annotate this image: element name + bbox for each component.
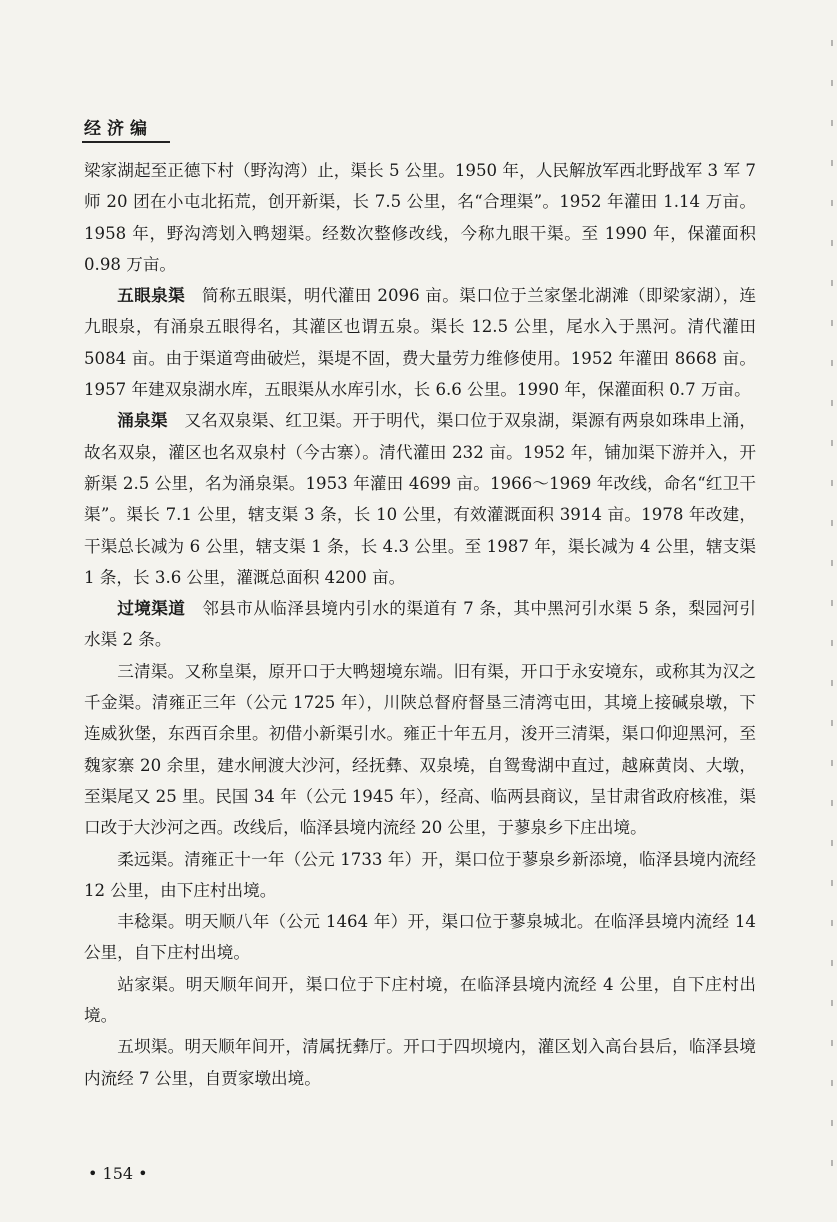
paragraph-text: 三清渠。又称皇渠，原开口于大鸭翅境东端。旧有渠，开口于永安境东，或称其为汉之千金渠。清雍正三年（公元 1725 年），川陕总督府督垦三清湾屯田，其境上接碱泉墩，下连威狄堡，东西百余里。初借小新渠引水。雍正十年五月，浚开三清渠，渠口仰迎黑河，至魏家寨 20 余里，建水闸渡大沙河，经抚彝、双泉墝，自鸳鸯湖中直过，越麻黄岗、大墩，至渠尾又 25 里。民国 34 年（公元 1945 年），经高、临两县商议，呈甘肃省政府核准，渠口改于大沙河之西。改线后，临泽县境内流经 20 公里，于蓼泉乡下庄出境。 — [84, 661, 756, 838]
paragraph-9 — [84, 1031, 756, 1094]
header-rule — [82, 141, 170, 143]
paragraph-text: 站家渠。明天顺年间开，渠口位于下庄村境，在临泽县境内流经 4 公里，自下庄村出境。 — [84, 974, 756, 1026]
paragraph-6 — [84, 844, 756, 907]
paragraph-term: 五眼泉渠 — [117, 286, 186, 306]
paragraph-4 — [84, 593, 756, 656]
body-text — [84, 155, 756, 1094]
paragraph-1 — [84, 155, 756, 280]
page-number: • 154 • — [88, 1164, 148, 1183]
paragraph-2 — [84, 280, 756, 405]
paragraph-term: 过境渠道 — [117, 599, 186, 619]
paragraph-text: 丰稔渠。明天顺八年（公元 1464 年）开，渠口位于蓼泉城北。在临泽县境内流经 14 公里，自下庄村出境。 — [84, 912, 756, 963]
paragraph-text: 梁家湖起至正德下村（野沟湾）止，渠长 5 公里。1950 年，人民解放军西北野战军 3 军 7 师 20 团在小屯北拓荒，创开新渠，长 7.5 公里，名“合理渠”。1952 年灌田 1.14 万亩。1958 年，野沟湾划入鸭翅渠。经数次整修改线，今称九眼干渠。至 1990 年，保灌面积 0.98 万亩。 — [84, 161, 756, 274]
paragraph-8 — [84, 969, 756, 1032]
section-header: 经济编 — [84, 119, 153, 139]
paragraph-term: 涌泉渠 — [117, 411, 168, 431]
paragraph-text: 简称五眼渠，明代灌田 2096 亩。渠口位于兰家堡北湖滩（即梁家湖），连九眼泉，有涌泉五眼得名，其灌区也谓五泉。渠长 12.5 公里，尾水入于黑河。清代灌田 5084 亩。由于渠道弯曲破烂，渠堤不固，费大量劳力维修使用。1952 年灌田 8668 亩。1957 年建双泉湖水库，五眼渠从水库引水，长 6.6 公里。1990 年，保灌面积 0.7 万亩。 — [84, 286, 757, 400]
paragraph-5 — [84, 656, 756, 844]
paragraph-3 — [84, 405, 756, 593]
paragraph-text: 五坝渠。明天顺年间开，清属抚彝厅。开口于四坝境内，灌区划入高台县后，临泽县境内流经 7 公里，自贾家墩出境。 — [84, 1037, 756, 1088]
paragraph-text: 又名双泉渠、红卫渠。开于明代，渠口位于双泉湖，渠源有两泉如珠串上涌，故名双泉，灌区也名双泉村（今古寨）。清代灌田 232 亩。1952 年，铺加渠下游并入，开新渠 2.5 公里，名为涌泉渠。1953 年灌田 4699 亩。1966～1969 年改线，命名“红卫干渠”。渠长 7.1 公里，辖支渠 3 条，长 10 公里，有效灌溉面积 3914 亩。1978 年改建，干渠总长减为 6 公里，辖支渠 1 条，长 4.3 公里。至 1987 年，渠长减为 4 公里，辖支渠 1 条，长 3.6 公里，灌溉总面积 4200 亩。 — [84, 411, 757, 587]
paragraph-text: 柔远渠。清雍正十一年（公元 1733 年）开，渠口位于蓼泉乡新添境，临泽县境内流经 12 公里，由下庄村出境。 — [84, 849, 756, 900]
paragraph-7 — [84, 906, 756, 969]
scan-edge-artifact — [831, 40, 833, 1190]
paragraph-text: 邻县市从临泽县境内引水的渠道有 7 条，其中黑河引水渠 5 条，梨园河引水渠 2 条。 — [84, 599, 757, 650]
